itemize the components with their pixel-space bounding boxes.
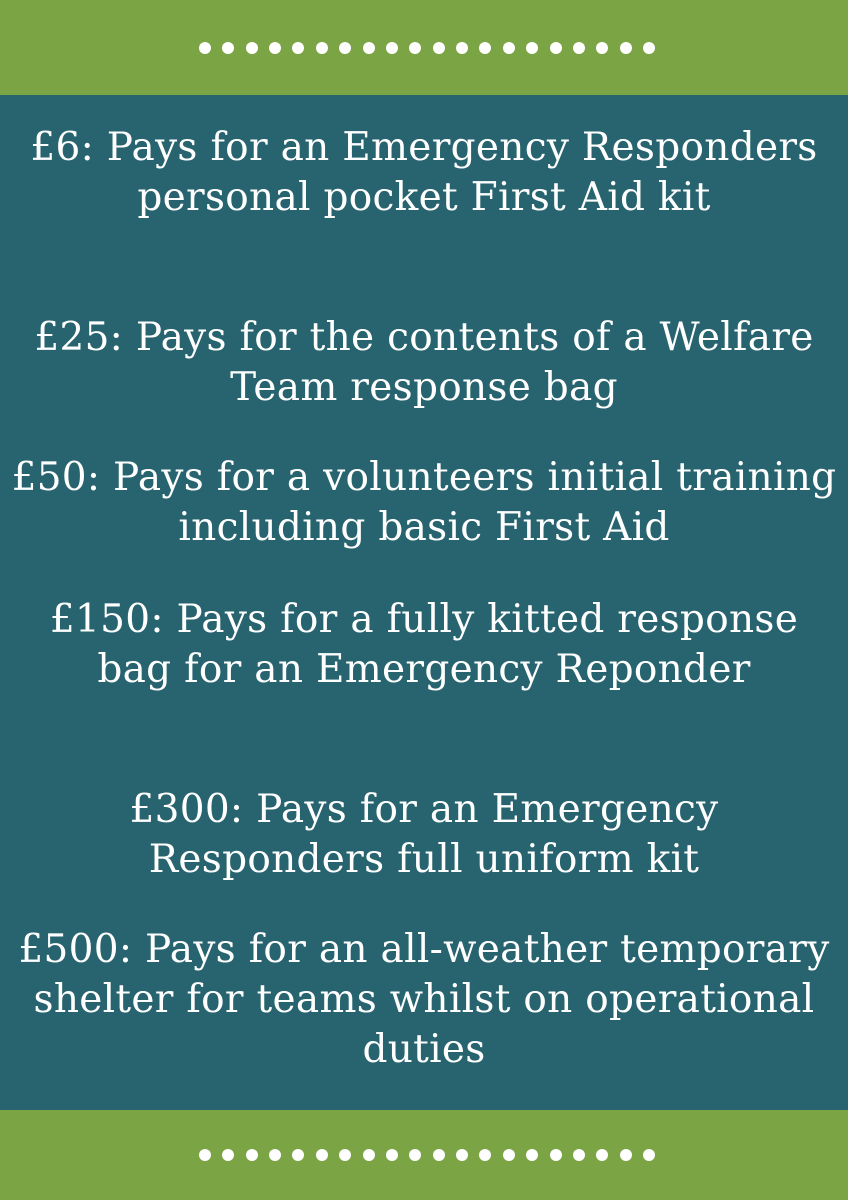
decorative-dot: [409, 42, 421, 54]
decorative-dot: [479, 1149, 491, 1161]
decorative-dot: [246, 1149, 258, 1161]
top-banner: [0, 0, 848, 95]
decorative-dot: [339, 1149, 351, 1161]
donation-item-6: £6: Pays for an Emergency Responders personal pocket First Aid kit: [30, 125, 818, 220]
decorative-dot: [222, 42, 234, 54]
decorative-dot: [292, 42, 304, 54]
donation-item-500: £500: Pays for an all-weather temporary shelter for teams whilst on operational duties: [18, 927, 830, 1072]
decorative-dot: [316, 42, 328, 54]
donation-item-50: £50: Pays for a volunteers initial training including basic First Aid: [11, 455, 837, 550]
decorative-dot: [503, 42, 515, 54]
decorative-dot: [269, 1149, 281, 1161]
bottom-dot-row: [199, 1149, 655, 1161]
decorative-dot: [246, 42, 258, 54]
decorative-dot: [526, 1149, 538, 1161]
decorative-dot: [199, 1149, 211, 1161]
donation-item-25: £25: Pays for the contents of a Welfare Team response bag: [34, 315, 814, 410]
decorative-dot: [573, 42, 585, 54]
decorative-dot: [386, 1149, 398, 1161]
decorative-dot: [456, 42, 468, 54]
decorative-dot: [620, 1149, 632, 1161]
decorative-dot: [339, 42, 351, 54]
decorative-dot: [643, 1149, 655, 1161]
decorative-dot: [596, 42, 608, 54]
decorative-dot: [269, 42, 281, 54]
decorative-dot: [316, 1149, 328, 1161]
donation-item-150: £150: Pays for a fully kitted response bag for an Emergency Reponder: [49, 597, 799, 692]
decorative-dot: [363, 1149, 375, 1161]
decorative-dot: [199, 42, 211, 54]
decorative-dot: [409, 1149, 421, 1161]
decorative-dot: [292, 1149, 304, 1161]
decorative-dot: [596, 1149, 608, 1161]
decorative-dot: [643, 42, 655, 54]
decorative-dot: [526, 42, 538, 54]
decorative-dot: [433, 1149, 445, 1161]
donation-panel: [0, 95, 848, 1110]
decorative-dot: [573, 1149, 585, 1161]
decorative-dot: [386, 42, 398, 54]
decorative-dot: [620, 42, 632, 54]
donation-item-300: £300: Pays for an Emergency Responders full uniform kit: [129, 787, 719, 882]
top-dot-row: [199, 42, 655, 54]
decorative-dot: [550, 1149, 562, 1161]
decorative-dot: [222, 1149, 234, 1161]
decorative-dot: [363, 42, 375, 54]
decorative-dot: [503, 1149, 515, 1161]
decorative-dot: [433, 42, 445, 54]
decorative-dot: [550, 42, 562, 54]
bottom-banner: [0, 1110, 848, 1200]
decorative-dot: [456, 1149, 468, 1161]
decorative-dot: [479, 42, 491, 54]
